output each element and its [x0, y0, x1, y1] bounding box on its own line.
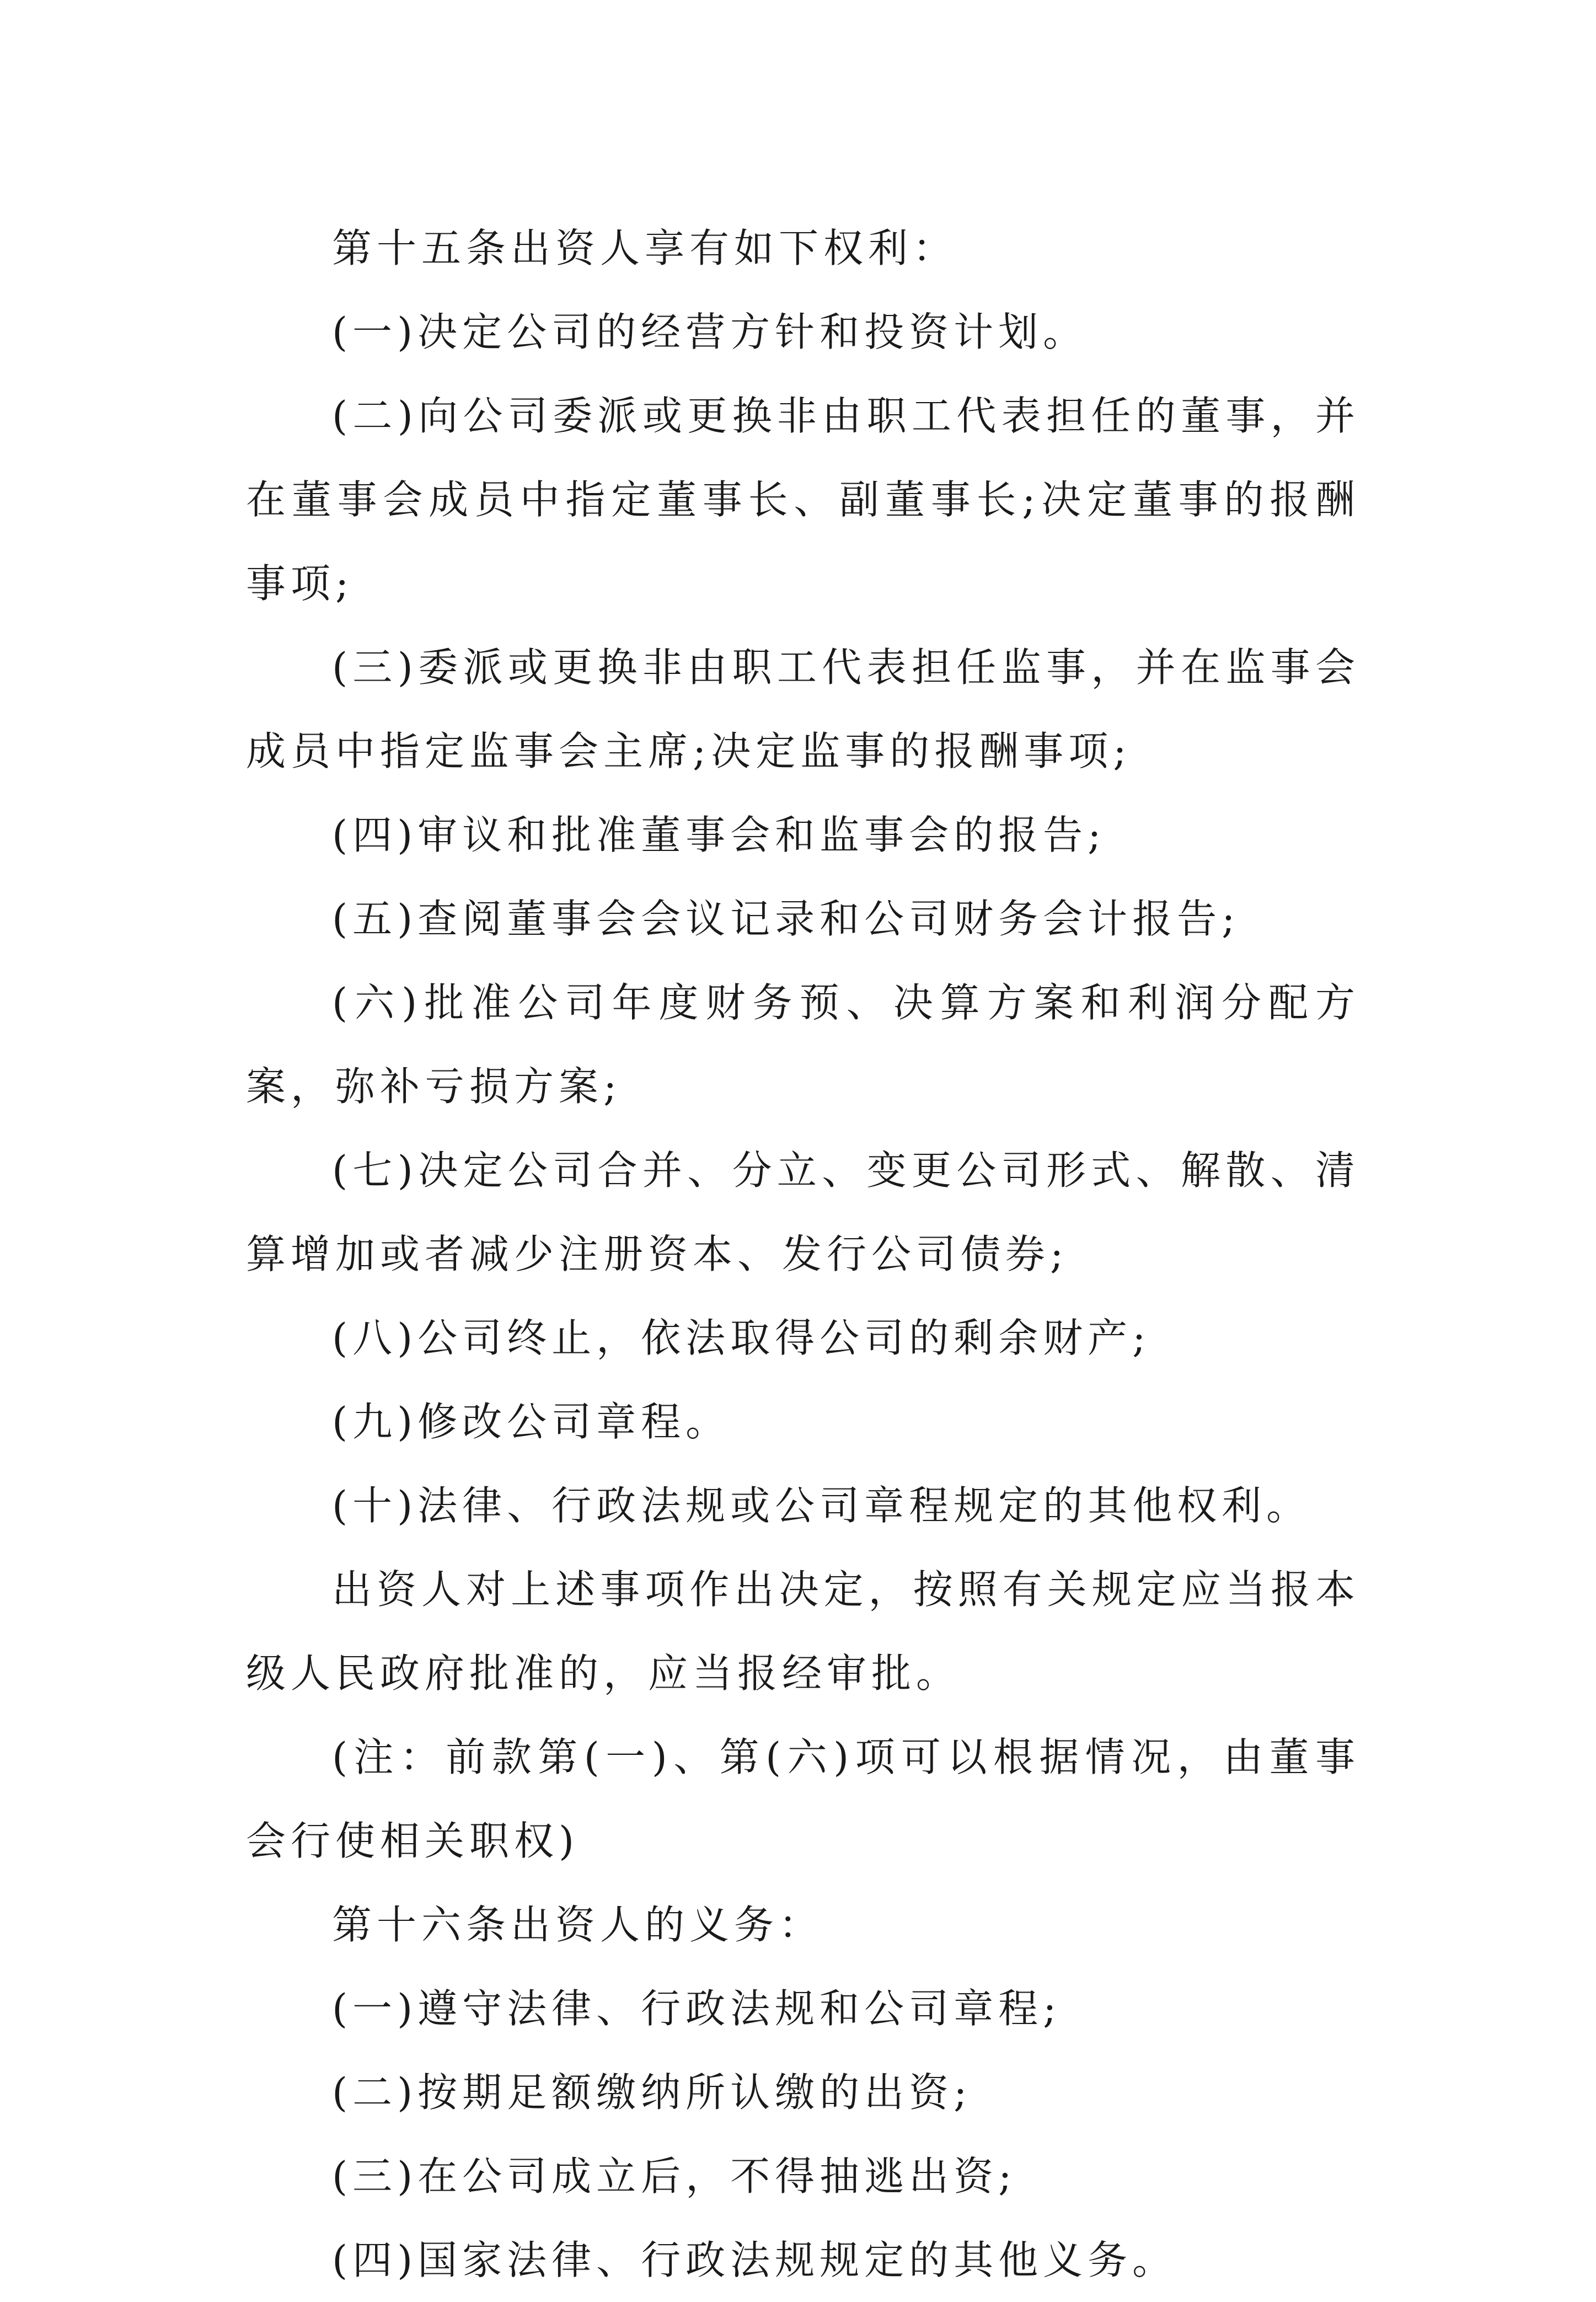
- article-15-item-5: (五)查阅董事会会议记录和公司财务会计报告;: [332, 896, 1240, 942]
- article-16-item-1: (一)遵守法律、行政法规和公司章程;: [332, 1985, 1062, 2032]
- article-15-item-10: (十)法律、行政法规或公司章程规定的其他权利。: [332, 1482, 1311, 1529]
- article-16-item-4: (四)国家法律、行政法规规定的其他义务。: [332, 2237, 1177, 2283]
- article-15-item-8: (八)公司终止，依法取得公司的剩余财产;: [332, 1315, 1151, 1361]
- article-15-item-6: (六)批准公司年度财务预、决算方案和利润分配方案，弥补亏损方案;: [246, 979, 1360, 1110]
- article-16-heading: 第十六条出资人的义务：: [332, 1902, 824, 1948]
- article-15-item-3: (三)委派或更换非由职工代表担任监事，并在监事会成员中指定监事会主席;决定监事的报酬事项;: [246, 644, 1360, 774]
- article-15-item-4: (四)审议和批准董事会和监事会的报告;: [332, 812, 1106, 858]
- article-15-item-9: (九)修改公司章程。: [332, 1399, 731, 1445]
- article-15-item-1: (一)决定公司的经营方针和投资计划。: [332, 309, 1088, 355]
- article-16-item-3: (三)在公司成立后，不得抽逃出资;: [332, 2153, 1017, 2199]
- article-16-item-2: (二)按期足额缴纳所认缴的出资;: [332, 2069, 972, 2116]
- article-15-item-7: (七)决定公司合并、分立、变更公司形式、解散、清算增加或者减少注册资本、发行公司债券;: [246, 1147, 1360, 1277]
- document-body: [246, 206, 1360, 2302]
- approval-paragraph: 出资人对上述事项作出决定，按照有关规定应当报本级人民政府批准的，应当报经审批。: [246, 1566, 1360, 1696]
- article-15-item-2: (二)向公司委派或更换非由职工代表担任的董事，并在董事会成员中指定董事长、副董事长;决定董事的报酬事项;: [246, 393, 1360, 607]
- note-paragraph: (注：前款第(一)、第(六)项可以根据情况，由董事会行使相关职权): [246, 1734, 1360, 1864]
- article-15-heading: 第十五条出资人享有如下权利：: [332, 225, 958, 271]
